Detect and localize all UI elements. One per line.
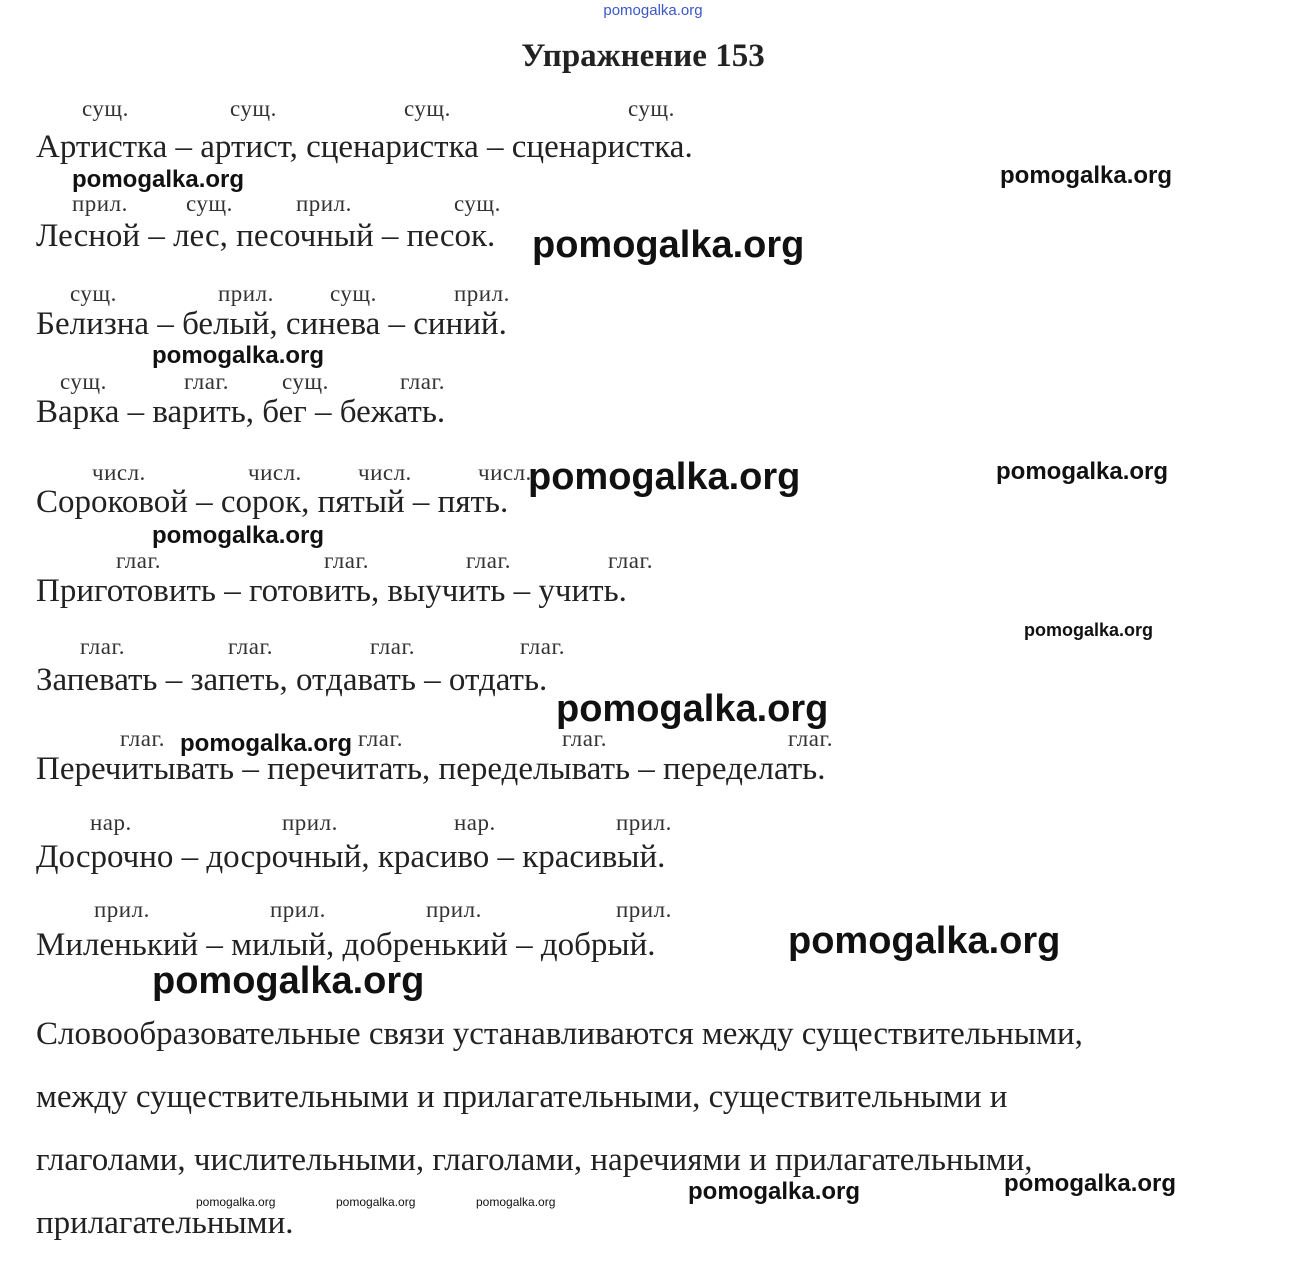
pos-tag: глаг. bbox=[80, 634, 126, 659]
watermark: pomogalka.org bbox=[180, 730, 353, 757]
pos-tag: сущ. bbox=[628, 96, 675, 121]
pos-tag: нар. bbox=[454, 810, 496, 835]
pos-tag: прил. bbox=[94, 897, 150, 922]
pos-tag: сущ. bbox=[230, 96, 277, 121]
pos-tag: числ. bbox=[358, 460, 412, 485]
pos-tag: нар. bbox=[90, 810, 132, 835]
pos-tag: прил. bbox=[616, 897, 672, 922]
pos-tag: глаг. bbox=[562, 726, 608, 751]
word-pair-line: Сороковой – сорок, пятый – пять. bbox=[36, 484, 509, 520]
watermark: pomogalka.org bbox=[152, 960, 425, 1002]
conclusion-line: Словообразовательные связи устанавливаются между существительными, bbox=[36, 1016, 1083, 1052]
conclusion-line: глаголами, числительными, глаголами, наречиями и прилагательными, bbox=[36, 1142, 1033, 1178]
pos-tag: сущ. bbox=[282, 369, 329, 394]
pos-tag: прил. bbox=[296, 191, 352, 216]
pos-tag: прил. bbox=[270, 897, 326, 922]
watermark: pomogalka.org bbox=[1000, 162, 1173, 189]
word-pair-line: Артистка – артист, сценаристка – сценаристка. bbox=[36, 129, 693, 165]
pos-tag: сущ. bbox=[330, 281, 377, 306]
conclusion-line: прилагательными. bbox=[36, 1205, 294, 1241]
watermark: pomogalka.org bbox=[996, 458, 1169, 485]
pos-tag: глаг. bbox=[788, 726, 834, 751]
pos-tag: сущ. bbox=[82, 96, 129, 121]
pos-tag: глаг. bbox=[370, 634, 416, 659]
pos-tag: сущ. bbox=[60, 369, 107, 394]
word-pair-line: Перечитывать – перечитать, переделывать – переделать. bbox=[36, 751, 826, 787]
watermark: pomogalka.org bbox=[556, 688, 829, 730]
pos-tag: прил. bbox=[616, 810, 672, 835]
word-pair-line: Лесной – лес, песочный – песок. bbox=[36, 218, 496, 254]
watermark: pomogalka.org bbox=[788, 920, 1061, 962]
watermark: pomogalka.org bbox=[152, 342, 325, 369]
pos-tag: сущ. bbox=[454, 191, 501, 216]
watermark: pomogalka.org bbox=[688, 1178, 861, 1205]
watermark: pomogalka.org bbox=[532, 224, 805, 266]
pos-tag: глаг. bbox=[466, 548, 512, 573]
pos-tag: прил. bbox=[282, 810, 338, 835]
word-pair-line: Приготовить – готовить, выучить – учить. bbox=[36, 573, 627, 609]
pos-tag: глаг. bbox=[184, 369, 230, 394]
pos-tag: глаг. bbox=[358, 726, 404, 751]
word-pair-line: Миленький – милый, добренький – добрый. bbox=[36, 927, 656, 963]
top-watermark: pomogalka.org bbox=[603, 2, 703, 19]
watermark: pomogalka.org bbox=[336, 1195, 416, 1209]
pos-tag: глаг. bbox=[120, 726, 166, 751]
word-pair-line: Варка – варить, бег – бежать. bbox=[36, 394, 446, 430]
word-pair-line: Запевать – запеть, отдавать – отдать. bbox=[36, 662, 548, 698]
pos-tag: глаг. bbox=[608, 548, 654, 573]
pos-tag: прил. bbox=[72, 191, 128, 216]
watermark: pomogalka.org bbox=[1024, 620, 1154, 640]
pos-tag: числ. bbox=[92, 460, 146, 485]
watermark: pomogalka.org bbox=[476, 1195, 556, 1209]
pos-tag: сущ. bbox=[404, 96, 451, 121]
pos-tag: прил. bbox=[426, 897, 482, 922]
pos-tag: глаг. bbox=[324, 548, 370, 573]
word-pair-line: Досрочно – досрочный, красиво – красивый. bbox=[36, 839, 666, 875]
pos-tag: глаг. bbox=[228, 634, 274, 659]
pos-tag: прил. bbox=[454, 281, 510, 306]
pos-tag: числ. bbox=[478, 460, 532, 485]
exercise-title: Упражнение 153 bbox=[521, 38, 765, 74]
pos-tag: прил. bbox=[218, 281, 274, 306]
pos-tag: сущ. bbox=[70, 281, 117, 306]
conclusion-line: между существительными и прилагательными, существительными и bbox=[36, 1079, 1008, 1115]
watermark: pomogalka.org bbox=[72, 166, 245, 193]
pos-tag: сущ. bbox=[186, 191, 233, 216]
pos-tag: числ. bbox=[248, 460, 302, 485]
watermark: pomogalka.org bbox=[196, 1195, 276, 1209]
watermark: pomogalka.org bbox=[152, 522, 325, 549]
pos-tag: глаг. bbox=[116, 548, 162, 573]
word-pair-line: Белизна – белый, синева – синий. bbox=[36, 306, 507, 342]
pos-tag: глаг. bbox=[520, 634, 566, 659]
watermark: pomogalka.org bbox=[1004, 1170, 1177, 1197]
watermark: pomogalka.org bbox=[528, 456, 801, 498]
pos-tag: глаг. bbox=[400, 369, 446, 394]
